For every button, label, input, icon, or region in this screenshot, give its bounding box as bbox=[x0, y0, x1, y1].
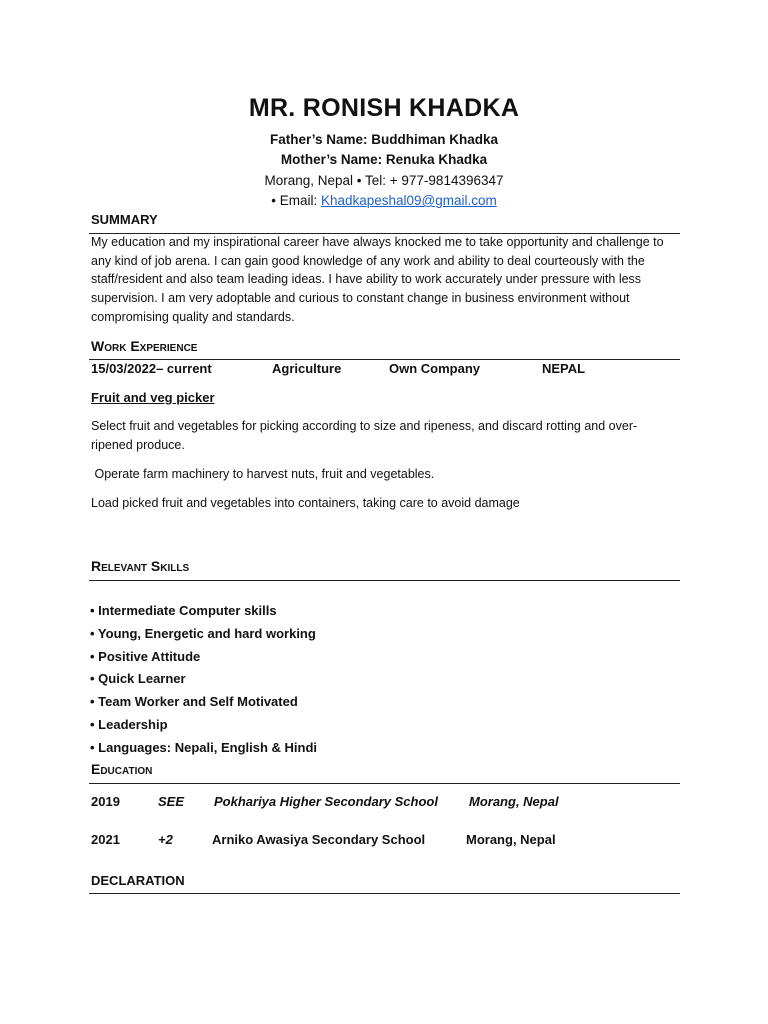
summary-line: staff/resident and also team leading ideas. I have ability to work accurately under pressure with less bbox=[91, 272, 642, 287]
email-link[interactable]: Khadkapeshal09@gmail.com bbox=[320, 193, 497, 208]
location-and-phone: Morang, Nepal • Tel: + 977-9814396347 bbox=[264, 173, 504, 188]
work-company: Own Company bbox=[389, 361, 481, 376]
work-divider bbox=[89, 359, 680, 360]
skills-list bbox=[90, 600, 317, 760]
edu-school: Pokhariya Higher Secondary School bbox=[214, 794, 438, 809]
summary-line: any kind of job arena. I can gain good knowledge of any work and ability to deal courteously with the bbox=[91, 253, 645, 268]
education-divider bbox=[89, 783, 680, 784]
skill-item: • Young, Energetic and hard working bbox=[90, 625, 316, 641]
edu-level: +2 bbox=[158, 832, 173, 847]
work-field: Agriculture bbox=[272, 361, 342, 376]
skill-item: • Leadership bbox=[90, 716, 168, 732]
skills-divider bbox=[89, 580, 680, 581]
education-heading: Education bbox=[91, 761, 153, 777]
declaration-heading: DECLARATION bbox=[91, 873, 185, 888]
skill-item: • Intermediate Computer skills bbox=[90, 603, 277, 618]
work-date: 15/03/2022– current bbox=[91, 361, 212, 376]
summary-line: compromising quality and standards. bbox=[91, 309, 295, 324]
work-country: NEPAL bbox=[542, 361, 586, 376]
job-role: Fruit and veg picker bbox=[91, 390, 215, 405]
email-label: • Email: bbox=[271, 193, 321, 208]
skill-item: • Positive Attitude bbox=[90, 648, 201, 664]
skill-item: • Quick Learner bbox=[90, 671, 186, 687]
father-name: Father’s Name: Buddhiman Khadka bbox=[269, 132, 499, 147]
duty-line: ripened produce. bbox=[91, 438, 185, 452]
edu-year: 2021 bbox=[91, 832, 120, 847]
summary-text bbox=[91, 233, 681, 327]
summary-heading: SUMMARY bbox=[91, 212, 158, 227]
edu-level: SEE bbox=[158, 794, 185, 809]
edu-school: Arniko Awasiya Secondary School bbox=[212, 832, 426, 847]
summary-line: My education and my inspirational career have always knocked me to take opportunity and challenge to bbox=[91, 235, 664, 249]
summary-line: supervision. I am very adoptable and curious to constant change in business environment without bbox=[91, 291, 630, 306]
edu-place: Morang, Nepal bbox=[466, 832, 556, 847]
duty-line: Select fruit and vegetables for picking according to size and ripeness, and discard rotting and over- bbox=[91, 419, 638, 433]
skill-item: • Languages: Nepali, English & Hindi bbox=[90, 739, 318, 755]
mother-name: Mother’s Name: Renuka Khadka bbox=[280, 152, 488, 167]
edu-year: 2019 bbox=[91, 794, 120, 809]
duty-2: Operate farm machinery to harvest nuts, fruit and vegetables. bbox=[91, 467, 435, 481]
duty-3: Load picked fruit and vegetables into containers, taking care to avoid damage bbox=[91, 496, 520, 510]
declaration-divider bbox=[89, 893, 680, 894]
duty-1 bbox=[91, 417, 681, 455]
candidate-name: MR. RONISH KHADKA bbox=[248, 94, 520, 122]
edu-place: Morang, Nepal bbox=[469, 794, 559, 809]
email-line bbox=[0, 192, 768, 210]
work-experience-heading: Work Experience bbox=[91, 338, 198, 354]
skills-heading: Relevant Skills bbox=[91, 558, 190, 574]
skill-item: • Team Worker and Self Motivated bbox=[90, 694, 298, 710]
